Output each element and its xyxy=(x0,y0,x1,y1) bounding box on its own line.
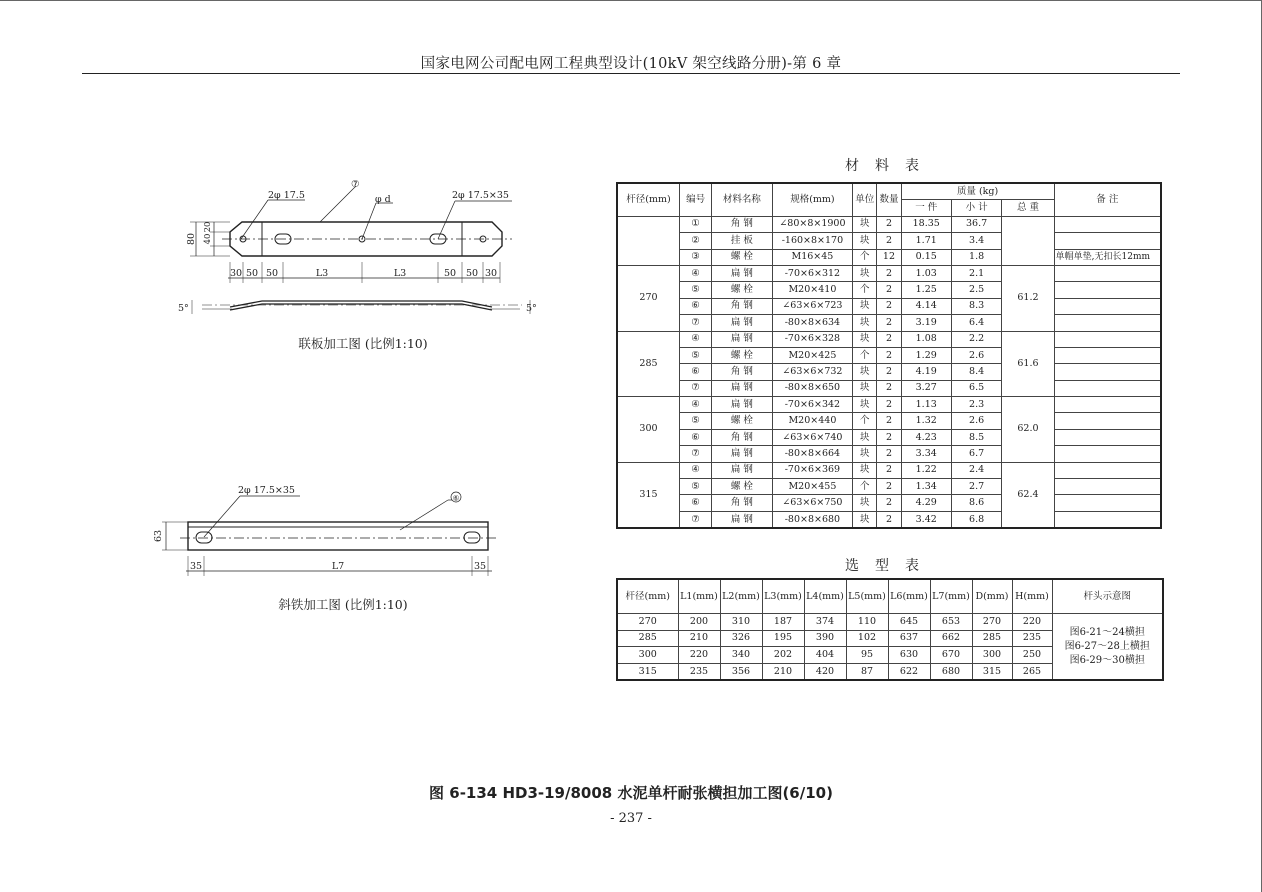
cell-total: 61.6 xyxy=(1002,331,1054,397)
cell-name: 扁 钢 xyxy=(712,397,772,413)
selection-cell: 102 xyxy=(846,630,888,647)
cell-pole-dia: 270 xyxy=(617,265,679,331)
selection-cell: 310 xyxy=(720,614,762,631)
selection-cell: 110 xyxy=(846,614,888,631)
cell-total: 61.2 xyxy=(1002,265,1054,331)
cell-spec: ∠80×8×1900 xyxy=(772,216,853,232)
selection-header-cell: L2(mm) xyxy=(720,579,762,614)
cell-name: 扁 钢 xyxy=(712,331,772,347)
cell-unit: 块 xyxy=(853,429,877,445)
cell-subtotal: 36.7 xyxy=(951,216,1001,232)
label-hole-d: φ d xyxy=(375,194,391,205)
cell-each: 1.13 xyxy=(901,397,951,413)
cell-spec: ∠63×6×740 xyxy=(772,429,853,445)
table-row xyxy=(617,265,1161,281)
dim-50-2: 50 xyxy=(265,268,279,279)
cell-spec: M16×45 xyxy=(772,249,853,265)
cell-qty: 12 xyxy=(877,249,901,265)
cell-qty: 2 xyxy=(877,413,901,429)
brace-part-6: ⑥ xyxy=(452,493,460,503)
cell-no: ⑤ xyxy=(679,282,711,298)
cell-name: 扁 钢 xyxy=(712,462,772,478)
cell-each: 4.19 xyxy=(901,364,951,380)
cell-unit: 块 xyxy=(853,298,877,314)
link-plate-caption: 联板加工图 (比例1:10) xyxy=(298,336,428,351)
cell-qty: 2 xyxy=(877,347,901,363)
hdr-subtotal: 小 计 xyxy=(951,200,1001,216)
cell-name: 角 钢 xyxy=(712,216,772,232)
cell-subtotal: 8.5 xyxy=(951,429,1001,445)
dim-63: 63 xyxy=(153,529,164,543)
selection-header-row xyxy=(617,579,1163,614)
brace-caption: 斜铁加工图 (比例1:10) xyxy=(278,597,408,612)
common-pole-dia-cell xyxy=(617,216,679,265)
cell-each: 1.29 xyxy=(901,347,951,363)
selection-cell: 210 xyxy=(762,663,804,680)
cell-name: 螺 栓 xyxy=(712,282,772,298)
cell-qty: 2 xyxy=(877,315,901,331)
cell-note xyxy=(1054,216,1161,232)
cell-note xyxy=(1054,479,1161,495)
selection-cell: 662 xyxy=(930,630,972,647)
cell-subtotal: 6.7 xyxy=(951,446,1001,462)
cell-spec: -80×8×664 xyxy=(772,446,853,462)
cell-subtotal: 2.7 xyxy=(951,479,1001,495)
common-total-cell xyxy=(1002,216,1054,265)
cell-note xyxy=(1054,429,1161,445)
selection-cell: 250 xyxy=(1012,647,1052,664)
hdr-note: 备 注 xyxy=(1054,183,1161,216)
cell-subtotal: 2.3 xyxy=(951,397,1001,413)
dim-80: 80 xyxy=(186,232,197,246)
cell-each: 1.03 xyxy=(901,265,951,281)
cell-note xyxy=(1054,331,1161,347)
brace-drawing xyxy=(162,493,498,576)
cell-note xyxy=(1054,282,1161,298)
table-row xyxy=(617,315,1161,331)
selection-cell: 622 xyxy=(888,663,930,680)
cell-subtotal: 6.8 xyxy=(951,511,1001,528)
figure-caption: 图 6-134 HD3-19/8008 水泥单杆耐张横担加工图(6/10) xyxy=(429,784,833,802)
cell-note xyxy=(1054,315,1161,331)
cell-subtotal: 2.6 xyxy=(951,347,1001,363)
table-row xyxy=(617,216,1161,232)
cell-subtotal: 8.3 xyxy=(951,298,1001,314)
cell-pole-dia: 300 xyxy=(617,397,679,463)
cell-name: 角 钢 xyxy=(712,495,772,511)
table-row xyxy=(617,298,1161,314)
selection-cell: 300 xyxy=(972,647,1012,664)
selection-cell: 210 xyxy=(678,630,720,647)
selection-header-cell: L5(mm) xyxy=(846,579,888,614)
selection-header-cell: L7(mm) xyxy=(930,579,972,614)
link-plate-side-view xyxy=(192,300,530,314)
cell-no: ① xyxy=(679,216,711,232)
cell-no: ④ xyxy=(679,462,711,478)
cell-no: ⑦ xyxy=(679,315,711,331)
selection-header-cell: L6(mm) xyxy=(888,579,930,614)
table-row xyxy=(617,429,1161,445)
cell-name: 扁 钢 xyxy=(712,265,772,281)
material-header-row-1 xyxy=(617,183,1161,200)
cell-qty: 2 xyxy=(877,511,901,528)
cell-unit: 个 xyxy=(853,347,877,363)
cell-no: ② xyxy=(679,233,711,249)
cell-unit: 块 xyxy=(853,397,877,413)
cell-qty: 2 xyxy=(877,462,901,478)
selection-cell: 637 xyxy=(888,630,930,647)
selection-table-title: 选型表 xyxy=(845,558,935,574)
cell-unit: 个 xyxy=(853,249,877,265)
table-row xyxy=(617,397,1161,413)
table-row xyxy=(617,364,1161,380)
label-hole-round: 2φ 17.5 xyxy=(268,190,305,201)
hdr-spec: 规格(mm) xyxy=(772,183,853,216)
cell-qty: 2 xyxy=(877,429,901,445)
cell-note xyxy=(1054,364,1161,380)
cell-unit: 个 xyxy=(853,413,877,429)
table-row xyxy=(617,249,1161,265)
table-row xyxy=(617,479,1161,495)
cell-note xyxy=(1054,347,1161,363)
cell-name: 扁 钢 xyxy=(712,511,772,528)
cell-unit: 块 xyxy=(853,446,877,462)
selection-cell: 265 xyxy=(1012,663,1052,680)
cell-no: ⑥ xyxy=(679,429,711,445)
cell-no: ⑤ xyxy=(679,479,711,495)
cell-spec: -80×8×634 xyxy=(772,315,853,331)
dim-30-left: 30 xyxy=(229,268,243,279)
angle-left: 5° xyxy=(178,303,189,314)
cell-subtotal: 3.4 xyxy=(951,233,1001,249)
cell-unit: 块 xyxy=(853,233,877,249)
diagram-refs-cell xyxy=(1052,614,1163,681)
selection-cell: 95 xyxy=(846,647,888,664)
cell-spec: -70×6×342 xyxy=(772,397,853,413)
cell-subtotal: 2.4 xyxy=(951,462,1001,478)
cell-name: 挂 板 xyxy=(712,233,772,249)
cell-no: ③ xyxy=(679,249,711,265)
table-row xyxy=(617,380,1161,396)
diagram-ref: 图6-29～30横担 xyxy=(1069,654,1145,666)
cell-each: 1.32 xyxy=(901,413,951,429)
angle-right: 5° xyxy=(526,303,537,314)
cell-each: 1.71 xyxy=(901,233,951,249)
selection-cell: 356 xyxy=(720,663,762,680)
cell-name: 螺 栓 xyxy=(712,479,772,495)
dim-L3-right: L3 xyxy=(393,268,407,279)
cell-qty: 2 xyxy=(877,380,901,396)
cell-unit: 块 xyxy=(853,315,877,331)
cell-each: 0.15 xyxy=(901,249,951,265)
cell-no: ④ xyxy=(679,331,711,347)
hdr-unit: 单位 xyxy=(853,183,877,216)
cell-name: 角 钢 xyxy=(712,429,772,445)
cell-each: 3.42 xyxy=(901,511,951,528)
cell-spec: M20×440 xyxy=(772,413,853,429)
cell-qty: 2 xyxy=(877,479,901,495)
table-row xyxy=(617,347,1161,363)
cell-no: ⑥ xyxy=(679,495,711,511)
cell-spec: -80×8×650 xyxy=(772,380,853,396)
selection-cell: 87 xyxy=(846,663,888,680)
cell-each: 1.25 xyxy=(901,282,951,298)
cell-qty: 2 xyxy=(877,265,901,281)
selection-cell: 202 xyxy=(762,647,804,664)
selection-cell: 235 xyxy=(678,663,720,680)
technical-drawings xyxy=(0,0,600,640)
cell-unit: 块 xyxy=(853,380,877,396)
cell-unit: 块 xyxy=(853,511,877,528)
dim-40: 40 xyxy=(203,233,213,245)
cell-name: 螺 栓 xyxy=(712,347,772,363)
cell-spec: ∠63×6×723 xyxy=(772,298,853,314)
cell-spec: -80×8×680 xyxy=(772,511,853,528)
cell-total: 62.0 xyxy=(1002,397,1054,463)
selection-cell: 220 xyxy=(678,647,720,664)
hdr-pole-dia: 杆径(mm) xyxy=(617,183,679,216)
cell-spec: -160×8×170 xyxy=(772,233,853,249)
cell-qty: 2 xyxy=(877,397,901,413)
table-row xyxy=(617,462,1161,478)
hdr-each: 一 件 xyxy=(901,200,951,216)
selection-cell: 300 xyxy=(617,647,678,664)
material-table xyxy=(616,182,1162,529)
cell-name: 螺 栓 xyxy=(712,249,772,265)
cell-each: 4.23 xyxy=(901,429,951,445)
cell-each: 18.35 xyxy=(901,216,951,232)
hdr-total: 总 重 xyxy=(1002,200,1054,216)
dim-L7: L7 xyxy=(331,561,345,572)
hdr-qty: 数量 xyxy=(877,183,901,216)
cell-note xyxy=(1054,397,1161,413)
cell-no: ⑦ xyxy=(679,511,711,528)
cell-name: 螺 栓 xyxy=(712,413,772,429)
cell-qty: 2 xyxy=(877,233,901,249)
dim-20: 20 xyxy=(203,221,213,233)
selection-cell: 235 xyxy=(1012,630,1052,647)
diagram-ref: 图6-21～24横担 xyxy=(1069,626,1145,638)
cell-unit: 块 xyxy=(853,331,877,347)
selection-cell: 200 xyxy=(678,614,720,631)
cell-qty: 2 xyxy=(877,282,901,298)
hdr-no: 编号 xyxy=(679,183,711,216)
selection-cell: 285 xyxy=(972,630,1012,647)
cell-name: 角 钢 xyxy=(712,364,772,380)
cell-each: 4.14 xyxy=(901,298,951,314)
cell-spec: M20×425 xyxy=(772,347,853,363)
cell-no: ⑦ xyxy=(679,380,711,396)
cell-qty: 2 xyxy=(877,216,901,232)
diagram-ref: 图6-27～28上横担 xyxy=(1064,640,1150,652)
cell-subtotal: 6.4 xyxy=(951,315,1001,331)
dim-50-4: 50 xyxy=(465,268,479,279)
selection-cell: 270 xyxy=(972,614,1012,631)
cell-subtotal: 8.6 xyxy=(951,495,1001,511)
cell-spec: M20×455 xyxy=(772,479,853,495)
cell-spec: ∠63×6×750 xyxy=(772,495,853,511)
cell-each: 3.34 xyxy=(901,446,951,462)
table-row xyxy=(617,282,1161,298)
dim-50-3: 50 xyxy=(443,268,457,279)
cell-qty: 2 xyxy=(877,495,901,511)
cell-name: 角 钢 xyxy=(712,298,772,314)
cell-subtotal: 2.2 xyxy=(951,331,1001,347)
cell-each: 4.29 xyxy=(901,495,951,511)
selection-cell: 195 xyxy=(762,630,804,647)
cell-each: 1.34 xyxy=(901,479,951,495)
cell-no: ⑦ xyxy=(679,446,711,462)
selection-header-cell: D(mm) xyxy=(972,579,1012,614)
cell-note xyxy=(1054,265,1161,281)
hdr-name: 材料名称 xyxy=(712,183,772,216)
cell-no: ⑤ xyxy=(679,347,711,363)
cell-each: 3.19 xyxy=(901,315,951,331)
cell-each: 1.08 xyxy=(901,331,951,347)
cell-spec: -70×6×369 xyxy=(772,462,853,478)
brace-hole-slot: 2φ 17.5×35 xyxy=(238,485,295,496)
dim-L3-left: L3 xyxy=(315,268,329,279)
cell-subtotal: 1.8 xyxy=(951,249,1001,265)
selection-header-cell: L1(mm) xyxy=(678,579,720,614)
cell-subtotal: 2.1 xyxy=(951,265,1001,281)
page-number: - 237 - xyxy=(610,811,652,826)
selection-cell: 340 xyxy=(720,647,762,664)
cell-name: 扁 钢 xyxy=(712,380,772,396)
cell-note xyxy=(1054,380,1161,396)
selection-header-cell: H(mm) xyxy=(1012,579,1052,614)
cell-no: ④ xyxy=(679,265,711,281)
selection-cell: 270 xyxy=(617,614,678,631)
label-part-7: ⑦ xyxy=(351,179,360,190)
brace-labels xyxy=(153,485,486,572)
cell-qty: 2 xyxy=(877,331,901,347)
selection-cell: 390 xyxy=(804,630,846,647)
cell-note xyxy=(1054,495,1161,511)
cell-subtotal: 6.5 xyxy=(951,380,1001,396)
table-row xyxy=(617,495,1161,511)
selection-cell: 653 xyxy=(930,614,972,631)
selection-cell: 630 xyxy=(888,647,930,664)
selection-cell: 645 xyxy=(888,614,930,631)
cell-subtotal: 2.6 xyxy=(951,413,1001,429)
selection-cell: 315 xyxy=(617,663,678,680)
cell-qty: 2 xyxy=(877,298,901,314)
selection-cell: 315 xyxy=(972,663,1012,680)
label-hole-slot: 2φ 17.5×35 xyxy=(452,190,509,201)
dim-35-left: 35 xyxy=(189,561,203,572)
selection-header-cell: 杆头示意图 xyxy=(1052,579,1163,614)
dim-35-right: 35 xyxy=(473,561,487,572)
table-row xyxy=(617,446,1161,462)
table-row xyxy=(617,331,1161,347)
cell-unit: 块 xyxy=(853,495,877,511)
cell-subtotal: 2.5 xyxy=(951,282,1001,298)
material-table-title: 材料表 xyxy=(845,158,935,174)
cell-unit: 个 xyxy=(853,282,877,298)
cell-pole-dia: 285 xyxy=(617,331,679,397)
cell-qty: 2 xyxy=(877,364,901,380)
cell-each: 3.27 xyxy=(901,380,951,396)
cell-spec: ∠63×6×732 xyxy=(772,364,853,380)
selection-cell: 670 xyxy=(930,647,972,664)
selection-header-cell: L3(mm) xyxy=(762,579,804,614)
selection-cell: 187 xyxy=(762,614,804,631)
dim-30-right: 30 xyxy=(484,268,498,279)
cell-no: ⑥ xyxy=(679,298,711,314)
selection-cell: 420 xyxy=(804,663,846,680)
cell-spec: M20×410 xyxy=(772,282,853,298)
cell-subtotal: 8.4 xyxy=(951,364,1001,380)
hdr-mass: 质量 (kg) xyxy=(901,183,1054,200)
cell-name: 扁 钢 xyxy=(712,446,772,462)
cell-note xyxy=(1054,413,1161,429)
cell-each: 1.22 xyxy=(901,462,951,478)
cell-no: ⑥ xyxy=(679,364,711,380)
cell-note xyxy=(1054,446,1161,462)
selection-cell: 404 xyxy=(804,647,846,664)
cell-no: ⑤ xyxy=(679,413,711,429)
selection-cell: 326 xyxy=(720,630,762,647)
selection-cell: 285 xyxy=(617,630,678,647)
cell-total: 62.4 xyxy=(1002,462,1054,528)
table-row xyxy=(617,233,1161,249)
cell-unit: 块 xyxy=(853,265,877,281)
cell-name: 扁 钢 xyxy=(712,315,772,331)
cell-spec: -70×6×328 xyxy=(772,331,853,347)
cell-unit: 块 xyxy=(853,364,877,380)
dim-50-1: 50 xyxy=(245,268,259,279)
cell-note: 单帽单垫,无扣长12mm xyxy=(1054,249,1161,265)
table-row xyxy=(617,614,1163,631)
selection-table xyxy=(616,578,1164,681)
cell-note xyxy=(1054,233,1161,249)
selection-cell: 680 xyxy=(930,663,972,680)
cell-no: ④ xyxy=(679,397,711,413)
cell-unit: 块 xyxy=(853,462,877,478)
selection-header-cell: L4(mm) xyxy=(804,579,846,614)
cell-note xyxy=(1054,298,1161,314)
cell-note xyxy=(1054,511,1161,528)
table-row xyxy=(617,413,1161,429)
cell-note xyxy=(1054,462,1161,478)
cell-pole-dia: 315 xyxy=(617,462,679,528)
cell-unit: 个 xyxy=(853,479,877,495)
cell-unit: 块 xyxy=(853,216,877,232)
selection-cell: 374 xyxy=(804,614,846,631)
table-row xyxy=(617,511,1161,528)
selection-cell: 220 xyxy=(1012,614,1052,631)
cell-qty: 2 xyxy=(877,446,901,462)
cell-spec: -70×6×312 xyxy=(772,265,853,281)
selection-header-cell: 杆径(mm) xyxy=(617,579,678,614)
page-header: 国家电网公司配电网工程典型设计(10kV 架空线路分册)-第 6 章 xyxy=(420,56,842,72)
